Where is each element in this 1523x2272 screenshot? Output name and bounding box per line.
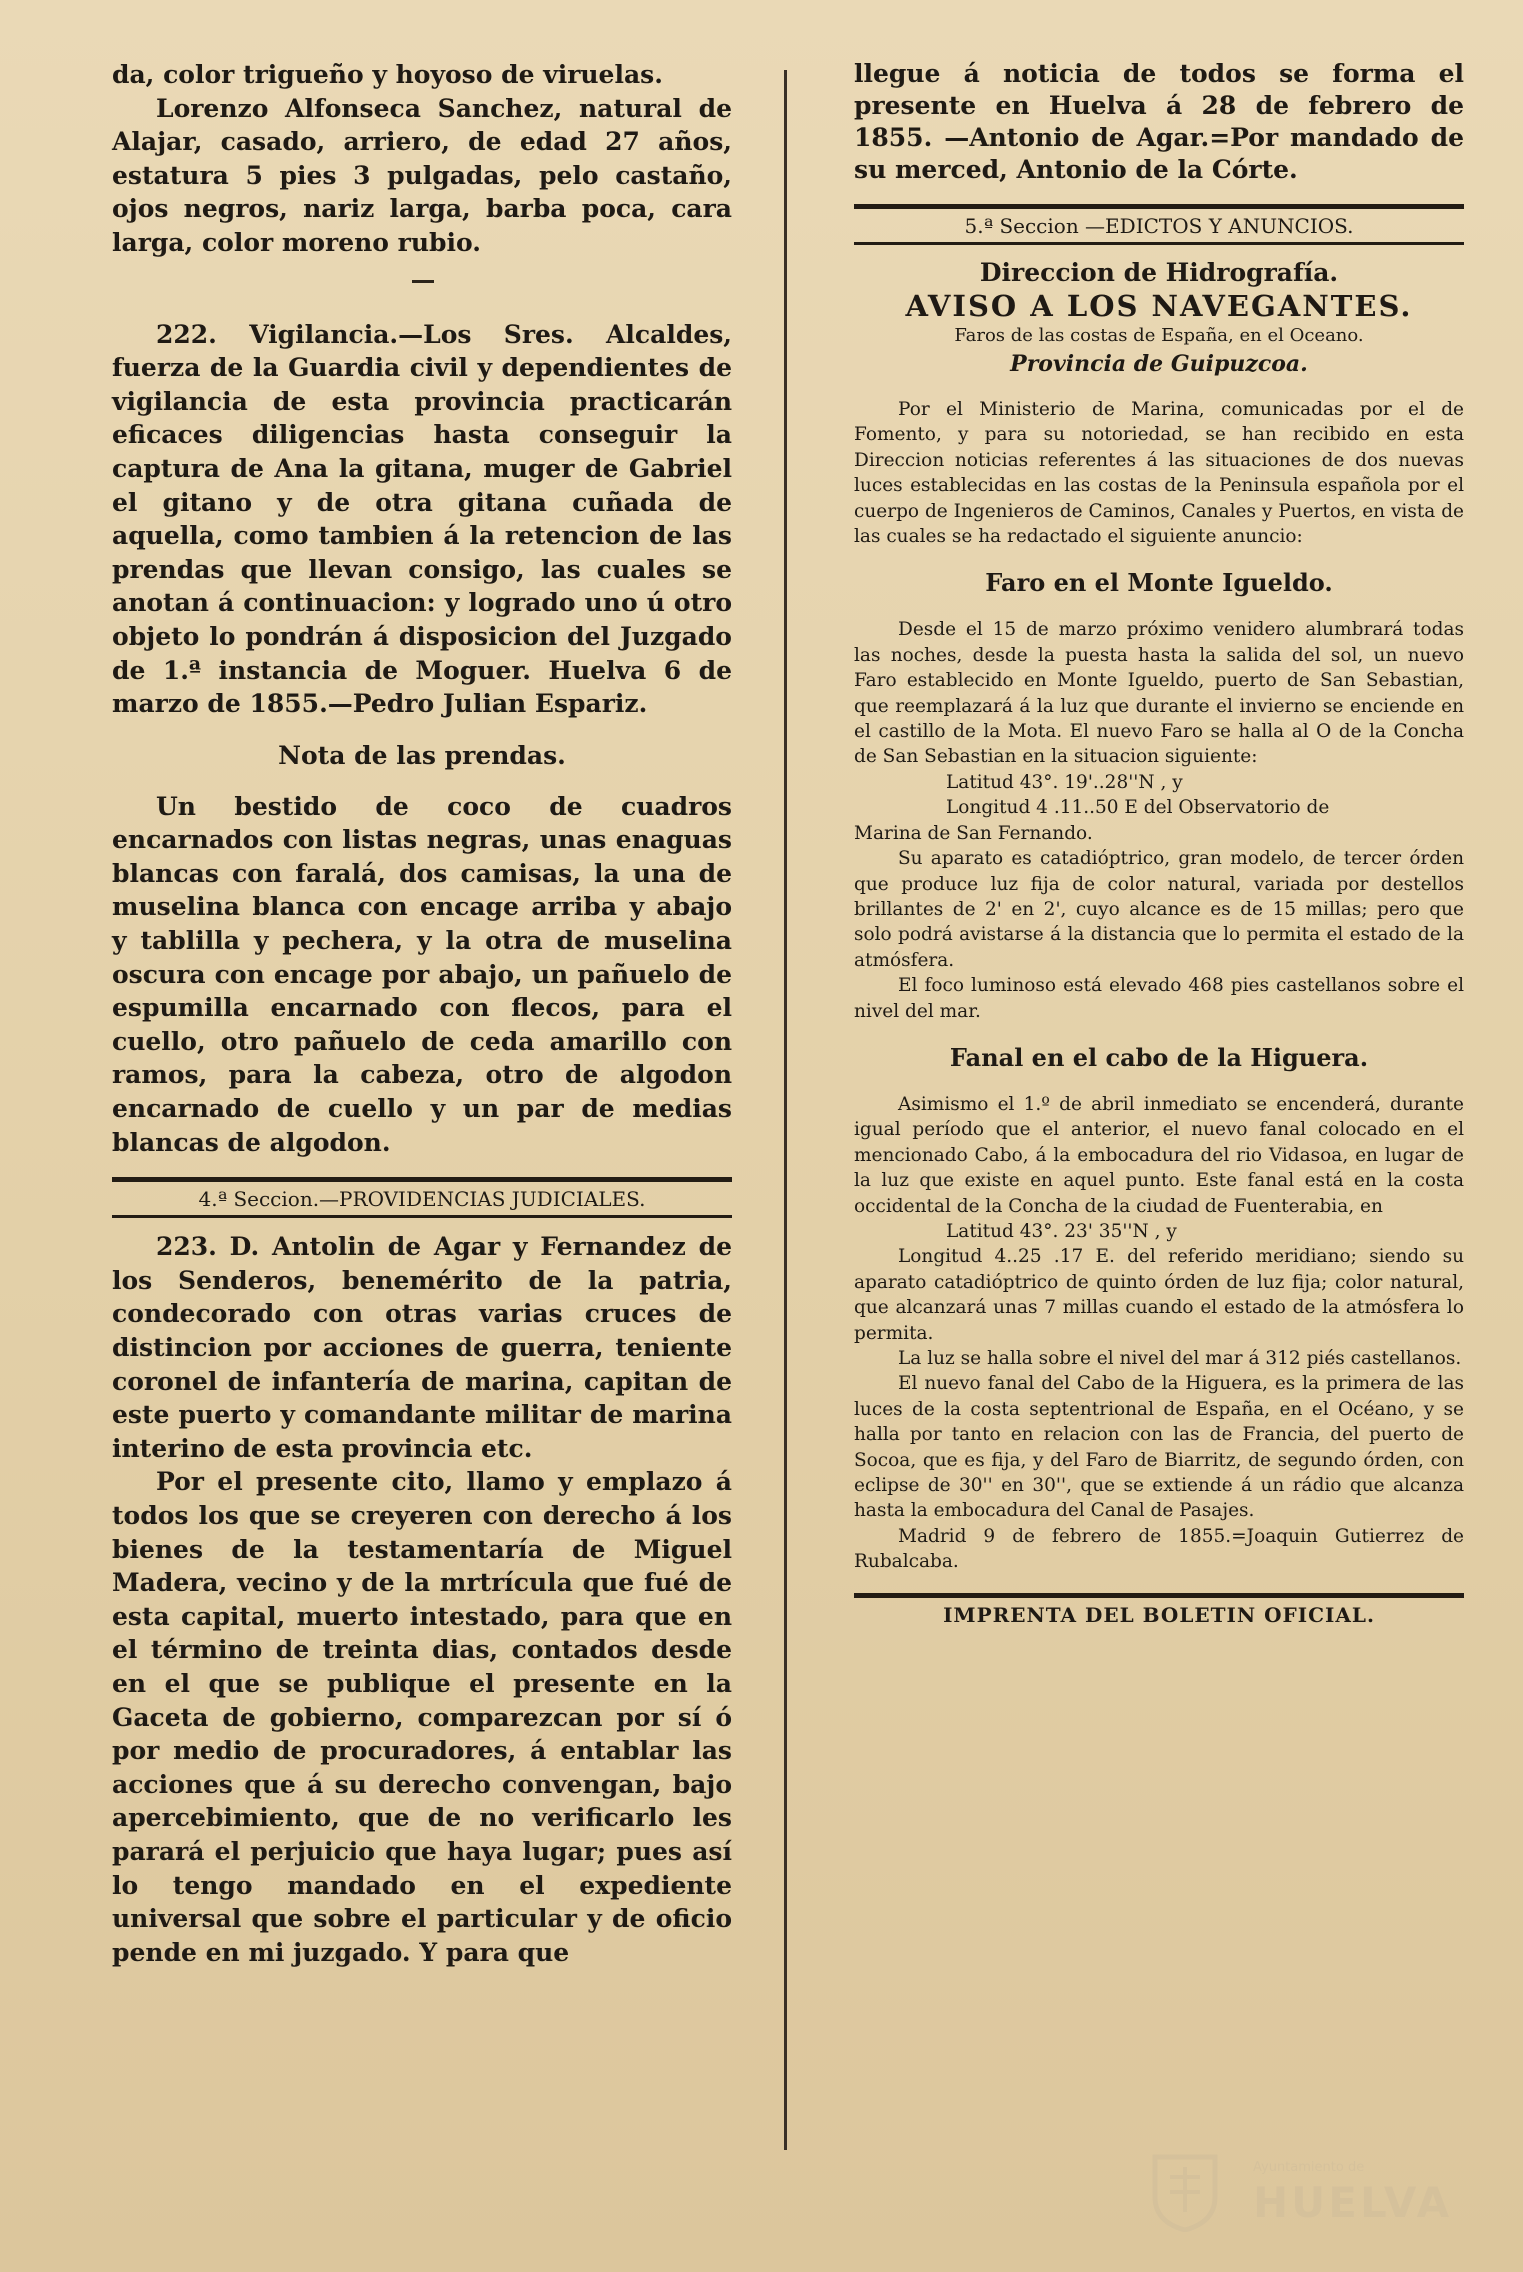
left-paragraph-cito: Por el presente cito, llamo y emplazo á todos los que se creyeren con derecho á los bienes de la testamentaría de Miguel Madera, vecino y de la mrtrícula que fué de esta capital, muerto intestado, para que en el término de treinta dias, contados desde en el que se publique el presente en la Gaceta de gobierno, comparezcan por sí ó por medio de procuradores, á entablar las acciones que á su derecho convengan, bajo apercebimiento, que de no verificarlo les parará el perjuicio que haya lugar; pues así lo tengo mandado en el expediente universal que sobre el particular y de oficio pende en mi juzgado. Y para que <box>112 1467 732 1967</box>
shield-icon <box>1135 2152 1235 2232</box>
direccion-heading: Direccion de Hidrografía. <box>979 258 1339 287</box>
left-paragraph-223: 223. D. Antolin de Agar y Fernandez de los Senderos, benemérito de la patria, condecorado con otras varias cruces de distincion por acciones de guerra, teniente coronel de infantería de marina, capitan de este puerto y comandante militar de marina interino de esta provincia etc. <box>112 1232 732 1463</box>
fanal-heading: Fanal en el cabo de la Higuera. <box>949 1042 1369 1072</box>
left-column <box>112 58 732 1969</box>
faros-subheading: Faros de las costas de España, en el Oceano. <box>954 325 1364 346</box>
right-paragraph-ministerio: Por el Ministerio de Marina, comunicadas por el de Fomento, y para su notoriedad, se han recibido en esta Direccion noticias referentes á las situaciones de dos nuevas luces establecidas en las costas de la Peninsula española por el cuerpo de Ingenieros de Caminos, Canales y Puertos, en vista de las cuales se ha redactado el siguiente anuncio: <box>854 399 1464 548</box>
left-paragraph-prendas: Un bestido de coco de cuadros encarnados con listas negras, unas enaguas blancas con faralá, dos camisas, la una de muselina blanca con encage arriba y abajo y tablilla y pechera, y la otra de muselina oscura con encage por abajo, un pañuelo de espumilla encarnado con flecos, para el cuello, otro pañuelo de ceda amarillo con ramos, para la cabeza, otro de algodon encarnado de cuello y un par de medias blancas de algodon. <box>112 791 732 1157</box>
left-paragraph-0: da, color trigueño y hoyoso de viruelas. <box>112 60 663 89</box>
section-4-heading: 4.ª Seccion.—PROVIDENCIAS JUDICIALES. <box>112 1177 732 1218</box>
right-paragraph-0: llegue á noticia de todos se forma el presente en Huelva á 28 de febrero de 1855. —Antonio de Agar.=Por mandado de su merced, Antonio de la Córte. <box>854 59 1464 184</box>
faro-heading: Faro en el Monte Igueldo. <box>985 568 1333 598</box>
imprenta-footer: IMPRENTA DEL BOLETIN OFICIAL. <box>854 1593 1464 1628</box>
watermark-small-text: Ayuntamiento de <box>1253 2160 1365 2175</box>
section-5-heading: 5.ª Seccion —EDICTOS Y ANUNCIOS. <box>854 204 1464 245</box>
left-paragraph-1: Lorenzo Alfonseca Sanchez, natural de Alajar, casado, arriero, de edad 27 años, estatura 5 pies 3 pulgadas, pelo castaño, ojos negros, nariz larga, barba poca, cara larga, color moreno rubio. <box>112 93 732 257</box>
right-paragraph-fanal: Asimismo el 1.º de abril inmediato se encenderá, durante igual período que el anterior, el nuevo fanal colocado en el mencionado Cabo, á la embocadura del rio Vidasoa, en lugar de la luz que existe en aquel punto. Este fanal está en la costa occidental de la Concha de la ciudad de Fuenterabia, en <box>854 1093 1464 1217</box>
longitud-1: Longitud 4 .11..50 E del Observatorio de <box>946 797 1330 819</box>
watermark-text: HUELVA <box>1253 2178 1453 2227</box>
right-paragraph-nuevo-fanal: El nuevo fanal del Cabo de la Higuera, es la primera de las luces de la costa septentrional de España, en el Océano, y se halla por tanto en relacion con las de Francia, del puerto de Socoa, que es fija, y del Faro de Biarritz, de segundo órden, con eclipse de 30'' en 30'', que se extiende á un rádio que alcanza hasta la embocadura del Canal de Pasajes. <box>854 1373 1464 1522</box>
right-paragraph-foco: El foco luminoso está elevado 468 pies castellanos sobre el nivel del mar. <box>854 975 1464 1022</box>
huelva-watermark <box>1135 2152 1455 2232</box>
marina-line: Marina de San Fernando. <box>854 822 1093 844</box>
ornament-dash <box>112 260 732 318</box>
nota-heading: Nota de las prendas. <box>278 740 566 770</box>
right-paragraph-aparato: Su aparato es catadióptrico, gran modelo, de tercer órden que produce luz fija de color natural, variada por destellos brillantes de 2' en 2', cuyo alcance es de 15 millas; pero que solo podrá avistarse á la distancia que lo permita el estado de la atmósfera. <box>854 848 1464 971</box>
provincia-subheading: Provincia de Guipuzcoa. <box>1010 351 1308 377</box>
left-paragraph-222: 222. Vigilancia.—Los Sres. Alcaldes, fuerza de la Guardia civil y dependientes de vigilancia de esta provincia practicarán eficaces diligencias hasta conseguir la captura de Ana la gitana, muger de Gabriel el gitano y de otra gitana cuñada de aquella, como tambien á la retencion de las prendas que llevan consigo, las cuales se anotan á continuacion: y logrado uno ú otro objeto lo pondrán á disposicion del Juzgado de 1.ª instancia de Moguer. Huelva 6 de marzo de 1855.—Pedro Julian Espariz. <box>112 319 732 719</box>
aviso-heading: AVISO A LOS NAVEGANTES. <box>905 289 1413 323</box>
right-column <box>854 58 1464 1628</box>
latitud-1: Latitud 43°. 19'..28''N , y <box>946 771 1183 793</box>
right-paragraph-luz: La luz se halla sobre el nivel del mar á 312 piés castellanos. <box>898 1348 1462 1369</box>
right-paragraph-longitud-2: Longitud 4..25 .17 E. del referido meridiano; siendo su aparato catadióptrico de quinto órden de luz fija; color natural, que alcanzará unas 7 millas cuando el estado de la atmósfera lo permita. <box>854 1246 1464 1344</box>
right-paragraph-faro: Desde el 15 de marzo próximo venidero alumbrará todas las noches, desde la puesta hasta la salida del sol, un nuevo Faro establecido en Monte Igueldo, puerto de San Sebastian, que reemplazará á la luz que durante el invierno se enciende en el castillo de la Mota. El nuevo Faro se halla al O de la Concha de San Sebastian en la situacion siguiente: <box>854 619 1464 768</box>
latitud-2: Latitud 43°. 23' 35''N , y <box>946 1220 1177 1242</box>
column-divider <box>784 70 787 2150</box>
right-paragraph-madrid: Madrid 9 de febrero de 1855.=Joaquin Gutierrez de Rubalcaba. <box>854 1525 1464 1573</box>
